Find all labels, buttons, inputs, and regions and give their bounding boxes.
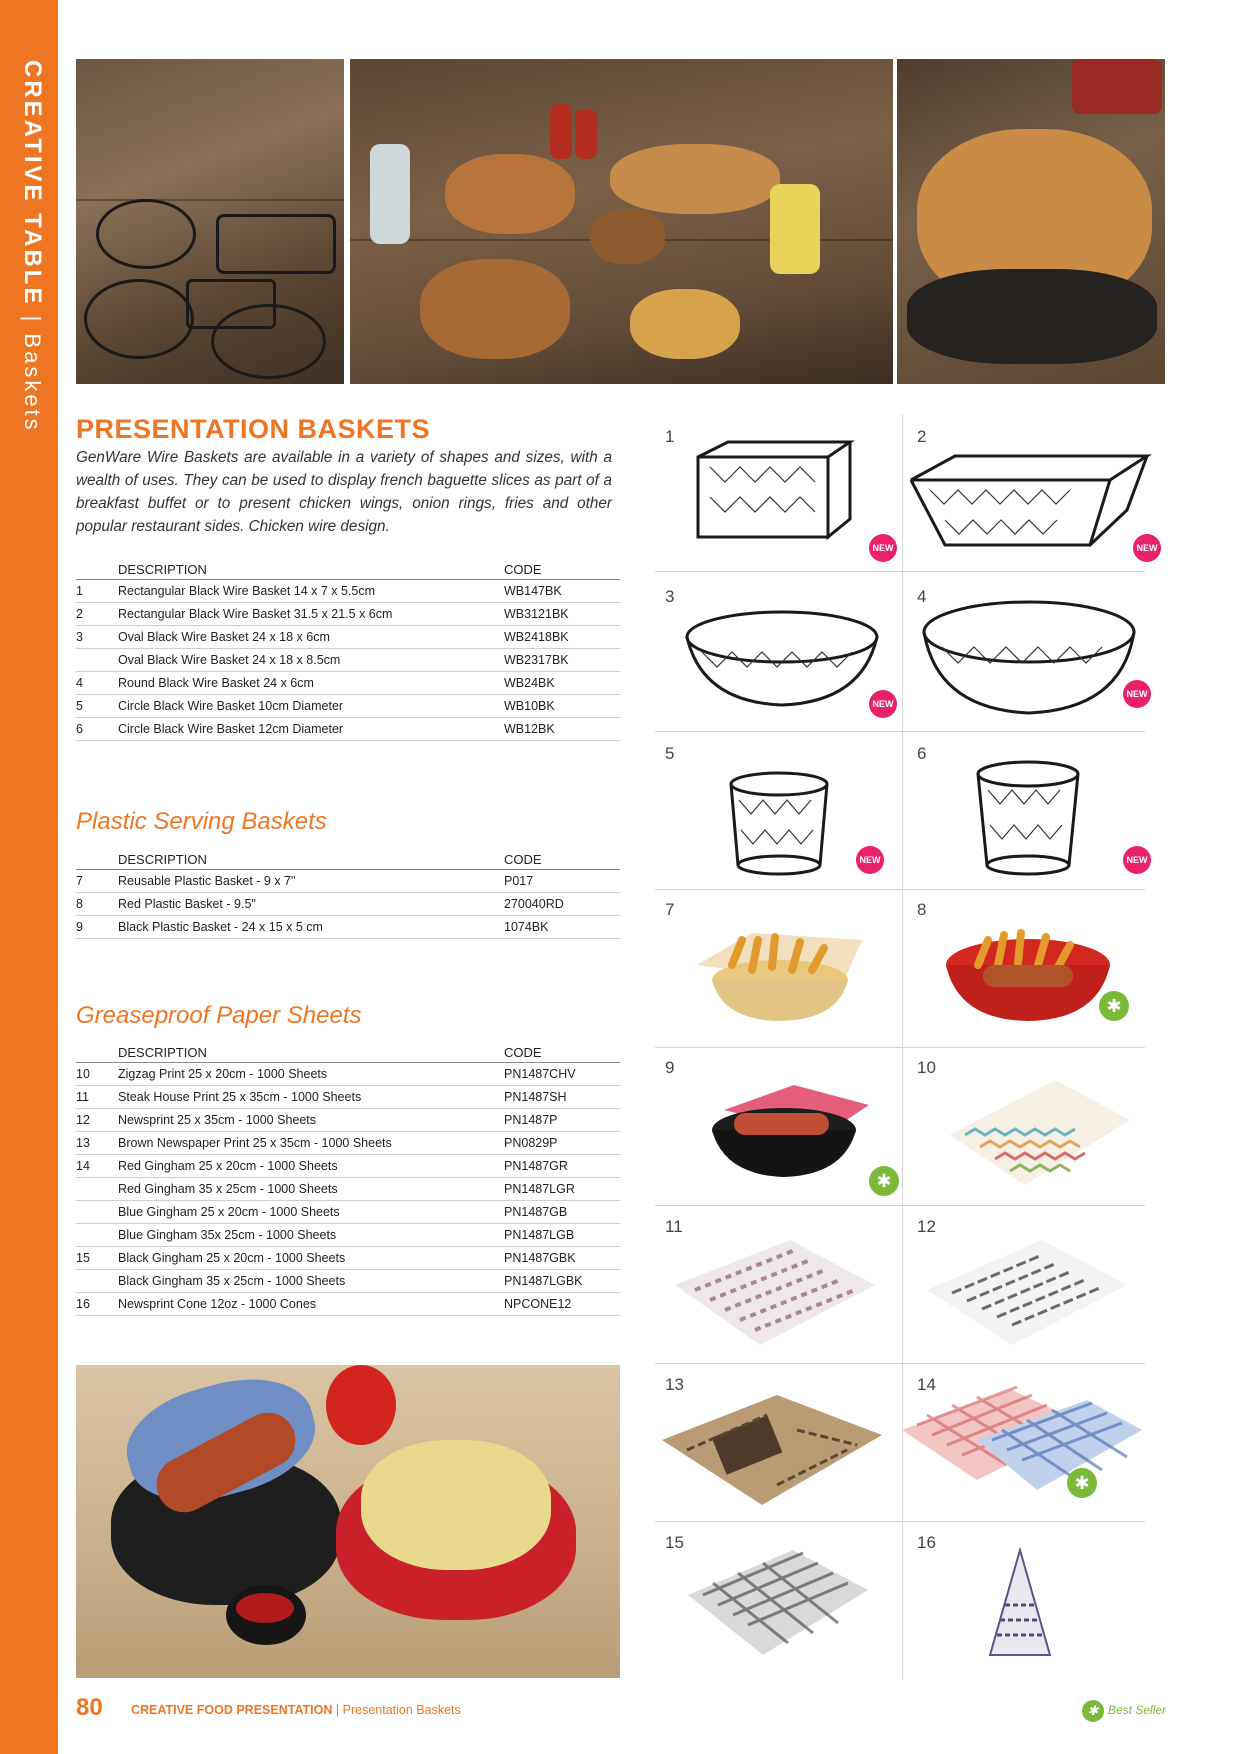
product-number: 13 [665, 1375, 684, 1394]
table-row [76, 1224, 620, 1247]
row-code: NPCONE12 [504, 1297, 572, 1311]
row-description: Round Black Wire Basket 24 x 6cm [118, 676, 314, 690]
row-code: WB147BK [504, 584, 562, 598]
row-code: PN1487GR [504, 1159, 568, 1173]
product-number: 9 [665, 1058, 675, 1077]
product-image-rect-basket-small [690, 437, 860, 557]
table-row [76, 1063, 620, 1086]
best-seller-icon [1082, 1700, 1104, 1722]
row-code: PN1487P [504, 1113, 558, 1127]
photo-plastic-baskets [76, 1365, 620, 1678]
row-num: 2 [76, 607, 83, 621]
product-image-black-gingham-paper [683, 1545, 873, 1660]
footer-separator: | [335, 1703, 340, 1717]
row-num: 13 [76, 1136, 90, 1150]
row-num: 7 [76, 874, 83, 888]
photo-chicken-basket [897, 59, 1165, 384]
side-section-title: CREATIVE TABLE [19, 60, 46, 307]
row-description: Oval Black Wire Basket 24 x 18 x 6cm [118, 630, 330, 644]
table-row [76, 870, 620, 893]
header-description: DESCRIPTION [118, 1045, 207, 1060]
row-code: WB12BK [504, 722, 555, 736]
product-image-round-basket [917, 597, 1147, 722]
best-seller-badge [1067, 1468, 1097, 1498]
row-description: Steak House Print 25 x 35cm - 1000 Sheets [118, 1090, 362, 1104]
row-code: WB3121BK [504, 607, 569, 621]
page-number: 80 [76, 1694, 103, 1721]
row-num: 15 [76, 1251, 90, 1265]
product-number: 1 [665, 427, 675, 446]
row-code: 270040RD [504, 897, 564, 911]
row-code: PN1487LGBK [504, 1274, 583, 1288]
table-row [76, 1201, 620, 1224]
product-number: 8 [917, 900, 927, 919]
photo-wire-baskets [76, 59, 344, 384]
product-number: 5 [665, 744, 675, 763]
row-num: 14 [76, 1159, 90, 1173]
table-row [76, 649, 620, 672]
table-row [76, 916, 620, 939]
photo-food-spread [350, 59, 893, 384]
row-description: Black Gingham 35 x 25cm - 1000 Sheets [118, 1274, 346, 1288]
side-banner [0, 0, 58, 1754]
table-row [76, 1155, 620, 1178]
row-description: Circle Black Wire Basket 12cm Diameter [118, 722, 344, 736]
footer-breadcrumb [131, 1703, 461, 1717]
grid-divider [655, 889, 1145, 890]
side-subsection: Baskets [20, 333, 45, 433]
row-num: 5 [76, 699, 83, 713]
row-code: PN0829P [504, 1136, 558, 1150]
table-row [76, 1293, 620, 1316]
row-description: Circle Black Wire Basket 10cm Diameter [118, 699, 344, 713]
table-header [76, 1043, 620, 1063]
row-code: PN1487LGB [504, 1228, 575, 1242]
row-description: Black Plastic Basket - 24 x 15 x 5 cm [118, 920, 323, 934]
side-separator: | [20, 315, 45, 325]
product-image-circle-basket-small [724, 770, 834, 880]
best-seller-label: Best Seller [1108, 1703, 1167, 1718]
row-description: Newsprint 25 x 35cm - 1000 Sheets [118, 1113, 317, 1127]
paper-table [76, 1043, 620, 1316]
product-number: 4 [917, 587, 927, 606]
header-code: CODE [504, 562, 542, 577]
table-row [76, 1109, 620, 1132]
row-code: 1074BK [504, 920, 549, 934]
row-description: Newsprint Cone 12oz - 1000 Cones [118, 1297, 317, 1311]
table-row [76, 718, 620, 741]
table-row [76, 626, 620, 649]
product-image-circle-basket-large [973, 760, 1083, 880]
product-image-rect-basket-large [905, 450, 1155, 560]
row-num: 10 [76, 1067, 90, 1081]
row-code: WB24BK [504, 676, 555, 690]
row-description: Red Gingham 35 x 25cm - 1000 Sheets [118, 1182, 338, 1196]
row-num: 4 [76, 676, 83, 690]
row-num: 9 [76, 920, 83, 934]
row-code: PN1487CHV [504, 1067, 576, 1081]
product-number: 10 [917, 1058, 936, 1077]
row-code: P017 [504, 874, 534, 888]
row-description: Blue Gingham 25 x 20cm - 1000 Sheets [118, 1205, 340, 1219]
row-code: WB2418BK [504, 630, 569, 644]
row-description: Blue Gingham 35x 25cm - 1000 Sheets [118, 1228, 337, 1242]
new-badge: NEW [869, 690, 897, 718]
row-code: WB2317BK [504, 653, 569, 667]
table-row [76, 1247, 620, 1270]
grid-divider [655, 731, 1145, 732]
row-description: Reusable Plastic Basket - 9 x 7" [118, 874, 296, 888]
product-number: 14 [917, 1375, 936, 1394]
plastic-title: Plastic Serving Baskets [76, 808, 327, 835]
row-num: 11 [76, 1090, 89, 1104]
footer-subsection: Presentation Baskets [342, 1703, 461, 1717]
product-image-newsprint-paper [922, 1235, 1132, 1350]
row-num: 8 [76, 897, 83, 911]
product-image-brown-newspaper-paper [657, 1390, 887, 1510]
table-row [76, 893, 620, 916]
product-image-reusable-plastic-basket [692, 925, 872, 1025]
presentation-intro: GenWare Wire Baskets are available in a variety of shapes and sizes, with a wealth of uses. They can be used to display french baguette slices as part of a breakfast buffet or to present chicken wings, onion rings, fries and other popular restaurant sides. Chicken wire design. [76, 449, 612, 535]
product-image-gingham-paper [897, 1385, 1147, 1500]
table-row [76, 1178, 620, 1201]
product-number: 6 [917, 744, 927, 763]
row-num: 16 [76, 1297, 90, 1311]
table-row [76, 1132, 620, 1155]
table-header [76, 850, 620, 870]
best-seller-badge [869, 1166, 899, 1196]
product-image-oval-basket [682, 607, 882, 717]
new-badge: NEW [869, 534, 897, 562]
new-badge: NEW [1133, 534, 1161, 562]
plastic-table [76, 850, 620, 939]
paper-title: Greaseproof Paper Sheets [76, 1002, 362, 1029]
table-row [76, 1270, 620, 1293]
row-code: PN1487LGR [504, 1182, 575, 1196]
grid-divider [655, 1205, 1145, 1206]
grid-divider [655, 1521, 1145, 1522]
row-description: Red Plastic Basket - 9.5" [118, 897, 256, 911]
product-image-steak-house-paper [670, 1235, 880, 1350]
row-num: 12 [76, 1113, 90, 1127]
product-image-newsprint-cone [985, 1545, 1055, 1665]
table-row [76, 695, 620, 718]
header-code: CODE [504, 1045, 542, 1060]
product-number: 15 [665, 1533, 684, 1552]
product-image-zigzag-paper [945, 1075, 1135, 1190]
presentation-title: PRESENTATION BASKETS [76, 414, 431, 444]
row-code: PN1487SH [504, 1090, 567, 1104]
new-badge: NEW [856, 846, 884, 874]
product-number: 7 [665, 900, 675, 919]
row-description: Rectangular Black Wire Basket 14 x 7 x 5.5cm [118, 584, 376, 598]
row-description: Red Gingham 25 x 20cm - 1000 Sheets [118, 1159, 338, 1173]
grid-divider [655, 571, 1145, 572]
row-description: Rectangular Black Wire Basket 31.5 x 21.5 x 6cm [118, 607, 393, 621]
header-code: CODE [504, 852, 542, 867]
presentation-table [76, 560, 620, 741]
product-image-black-plastic-basket [704, 1085, 874, 1180]
new-badge: NEW [1123, 680, 1151, 708]
table-row [76, 580, 620, 603]
table-row [76, 603, 620, 626]
row-code: WB10BK [504, 699, 555, 713]
row-description: Brown Newspaper Print 25 x 35cm - 1000 Sheets [118, 1136, 392, 1150]
table-header [76, 560, 620, 580]
row-num: 1 [76, 584, 83, 598]
row-num: 3 [76, 630, 83, 644]
grid-divider [655, 1363, 1145, 1364]
product-number: 2 [917, 427, 927, 446]
side-banner-text [6, 60, 52, 460]
header-description: DESCRIPTION [118, 852, 207, 867]
grid-divider [655, 1047, 1145, 1048]
product-number: 12 [917, 1217, 936, 1236]
product-number: 11 [665, 1217, 683, 1236]
row-num: 6 [76, 722, 83, 736]
header-description: DESCRIPTION [118, 562, 207, 577]
footer-section: CREATIVE FOOD PRESENTATION [131, 1703, 333, 1717]
row-code: PN1487GB [504, 1205, 568, 1219]
new-badge: NEW [1123, 846, 1151, 874]
row-description: Black Gingham 25 x 20cm - 1000 Sheets [118, 1251, 346, 1265]
row-description: Oval Black Wire Basket 24 x 18 x 8.5cm [118, 653, 341, 667]
table-row [76, 1086, 620, 1109]
product-number: 3 [665, 587, 675, 606]
product-number: 16 [917, 1533, 936, 1552]
product-image-red-plastic-basket [938, 925, 1118, 1025]
best-seller-legend [1082, 1700, 1166, 1722]
row-description: Zigzag Print 25 x 20cm - 1000 Sheets [118, 1067, 328, 1081]
best-seller-badge [1099, 991, 1129, 1021]
row-code: PN1487GBK [504, 1251, 576, 1265]
table-row [76, 672, 620, 695]
